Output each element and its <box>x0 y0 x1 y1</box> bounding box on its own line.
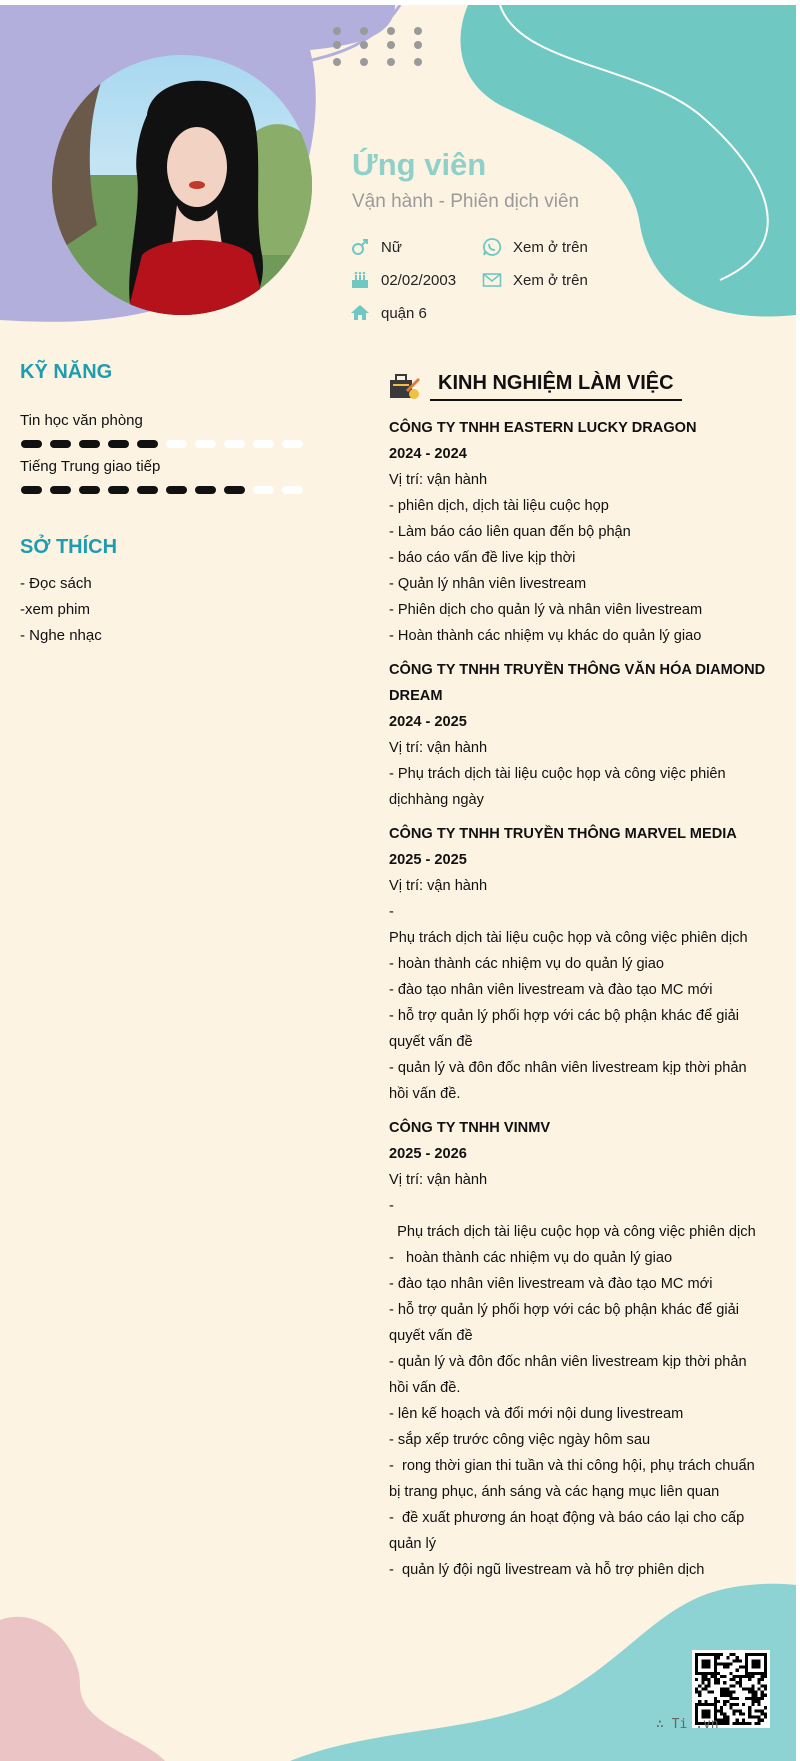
candidate-role: Vận hành - Phiên dịch viên <box>352 191 580 212</box>
job-period: 2024 - 2024 <box>389 446 467 462</box>
address-value: quận 6 <box>381 304 427 322</box>
job-detail: Phụ trách dịch tài liệu cuộc họp và công việc phiên dịch <box>389 1224 756 1240</box>
gender-info <box>350 237 402 257</box>
header <box>352 145 782 215</box>
job-detail: - hỗ trợ quản lý phối hợp với các bộ phận khác để giải quyết vấn đề <box>389 1008 744 1050</box>
company-name: CÔNG TY TNHH TRUYỀN THÔNG VĂN HÓA DIAMOND DREAM <box>389 662 766 704</box>
job-entry <box>389 657 769 813</box>
cv-paper <box>0 5 796 1761</box>
skill-dot <box>224 486 245 494</box>
experience-list <box>389 415 769 1591</box>
job-detail: - quản lý và đôn đốc nhân viên livestream kịp thời phản hồi vấn đề. <box>389 1354 751 1396</box>
skill-dot <box>137 440 158 448</box>
job-detail: - phiên dịch, dịch tài liệu cuộc họp <box>389 498 609 514</box>
skill-dot <box>50 486 71 494</box>
profile-photo <box>52 55 312 315</box>
job-detail: - lên kế hoạch và đổi mới nội dung livestream <box>389 1406 684 1422</box>
hobby-item: -xem phim <box>20 601 91 618</box>
company-name: CÔNG TY TNHH TRUYỀN THÔNG MARVEL MEDIA <box>389 826 737 842</box>
skill-rating <box>20 436 330 452</box>
experience-header <box>388 370 682 402</box>
phone-value: Xem ở trên <box>513 238 588 256</box>
job-detail: - đào tạo nhân viên livestream và đào tạo MC mới <box>389 1276 713 1292</box>
whatsapp-icon <box>482 237 502 257</box>
skill-dot <box>166 440 187 448</box>
skill-dot <box>108 486 129 494</box>
job-detail: - quản lý và đôn đốc nhân viên livestream kịp thời phản hồi vấn đề. <box>389 1060 751 1102</box>
birthday-info <box>350 270 456 290</box>
skill-dot <box>166 486 187 494</box>
skill-name: Tiếng Trung giao tiếp <box>20 458 161 475</box>
address-info <box>350 303 427 323</box>
skill-dot <box>137 486 158 494</box>
job-detail: - báo cáo vấn đề live kịp thời <box>389 550 576 566</box>
skill-rating <box>20 482 330 498</box>
cake-icon <box>350 270 370 290</box>
job-detail: - hoàn thành các nhiệm vụ do quản lý giao <box>389 956 665 972</box>
job-period: 2025 - 2026 <box>389 1146 467 1162</box>
birthday-value: 02/02/2003 <box>381 271 457 289</box>
job-detail: - rong thời gian thi tuần và thi công hội, phụ trách chuẩn bị trang phục, ánh sáng và các hạng mục liên quan <box>389 1458 759 1500</box>
job-period: 2025 - 2025 <box>389 852 467 868</box>
briefcase-icon <box>388 370 420 402</box>
job-entry <box>389 415 769 649</box>
job-detail: - quản lý đội ngũ livestream và hỗ trợ phiên dịch <box>389 1562 705 1578</box>
job-detail: - đào tạo nhân viên livestream và đào tạo MC mới <box>389 982 713 998</box>
experience-title: KINH NGHIỆM LÀM VIỆC <box>430 372 682 401</box>
job-detail: Phụ trách dịch tài liệu cuộc họp và công việc phiên dịch <box>389 930 748 946</box>
job-detail: - <box>389 904 394 920</box>
job-detail: - Làm báo cáo liên quan đến bộ phận <box>389 524 631 540</box>
hobby-item: - Nghe nhạc <box>20 627 102 644</box>
skill-dot <box>195 440 216 448</box>
job-detail: Vị trí: vận hành <box>389 740 488 756</box>
skill-dot <box>79 486 100 494</box>
job-detail: - Hoàn thành các nhiệm vụ khác do quản lý giao <box>389 628 702 644</box>
job-entry <box>389 821 769 1107</box>
skill-dot <box>253 486 274 494</box>
email-value: Xem ở trên <box>513 271 588 289</box>
phone-info <box>482 237 588 257</box>
job-detail: - Phụ trách dịch tài liệu cuộc họp và công việc phiên dịchhàng ngày <box>389 766 730 808</box>
hobby-item: - Đọc sách <box>20 575 92 592</box>
company-name: CÔNG TY TNHH VINMV <box>389 1120 551 1136</box>
gender-value: Nữ <box>381 238 402 256</box>
job-detail: - Phiên dịch cho quản lý và nhân viên livestream <box>389 602 703 618</box>
gender-icon <box>350 237 370 257</box>
mail-icon <box>482 270 502 290</box>
skill-dot <box>282 440 303 448</box>
skill-dot <box>253 440 274 448</box>
job-detail: - hỗ trợ quản lý phối hợp với các bộ phận khác để giải quyết vấn đề <box>389 1302 744 1344</box>
job-period: 2024 - 2025 <box>389 714 467 730</box>
company-name: CÔNG TY TNHH EASTERN LUCKY DRAGON <box>389 420 697 436</box>
skill-dot <box>108 440 129 448</box>
skill-dot <box>195 486 216 494</box>
skill-dot <box>224 440 245 448</box>
job-detail: - Quản lý nhân viên livestream <box>389 576 587 592</box>
skill-dot <box>50 440 71 448</box>
job-detail: Vị trí: vận hành <box>389 878 488 894</box>
skill-dot <box>21 440 42 448</box>
job-detail: Vị trí: vận hành <box>389 472 488 488</box>
job-detail: - hoàn thành các nhiệm vụ do quản lý giao <box>389 1250 673 1266</box>
skill-dot <box>21 486 42 494</box>
skill-name: Tin học văn phòng <box>20 412 143 429</box>
job-detail: - <box>389 1198 394 1214</box>
hobbies-title: SỞ THÍCH <box>20 536 118 558</box>
candidate-name: Ứng viên <box>352 147 487 182</box>
avatar <box>52 55 312 315</box>
skill-dot <box>79 440 100 448</box>
watermark: ∴ Ti .vn <box>656 1717 719 1732</box>
job-detail: - sắp xếp trước công việc ngày hôm sau <box>389 1432 651 1448</box>
skill-dot <box>282 486 303 494</box>
skills-title: KỸ NĂNG <box>20 361 113 383</box>
job-entry <box>389 1115 769 1583</box>
home-icon <box>350 303 370 323</box>
job-detail: Vị trí: vận hành <box>389 1172 488 1188</box>
job-detail: - đề xuất phương án hoạt động và báo cáo lại cho cấp quản lý <box>389 1510 749 1552</box>
email-info <box>482 270 588 290</box>
